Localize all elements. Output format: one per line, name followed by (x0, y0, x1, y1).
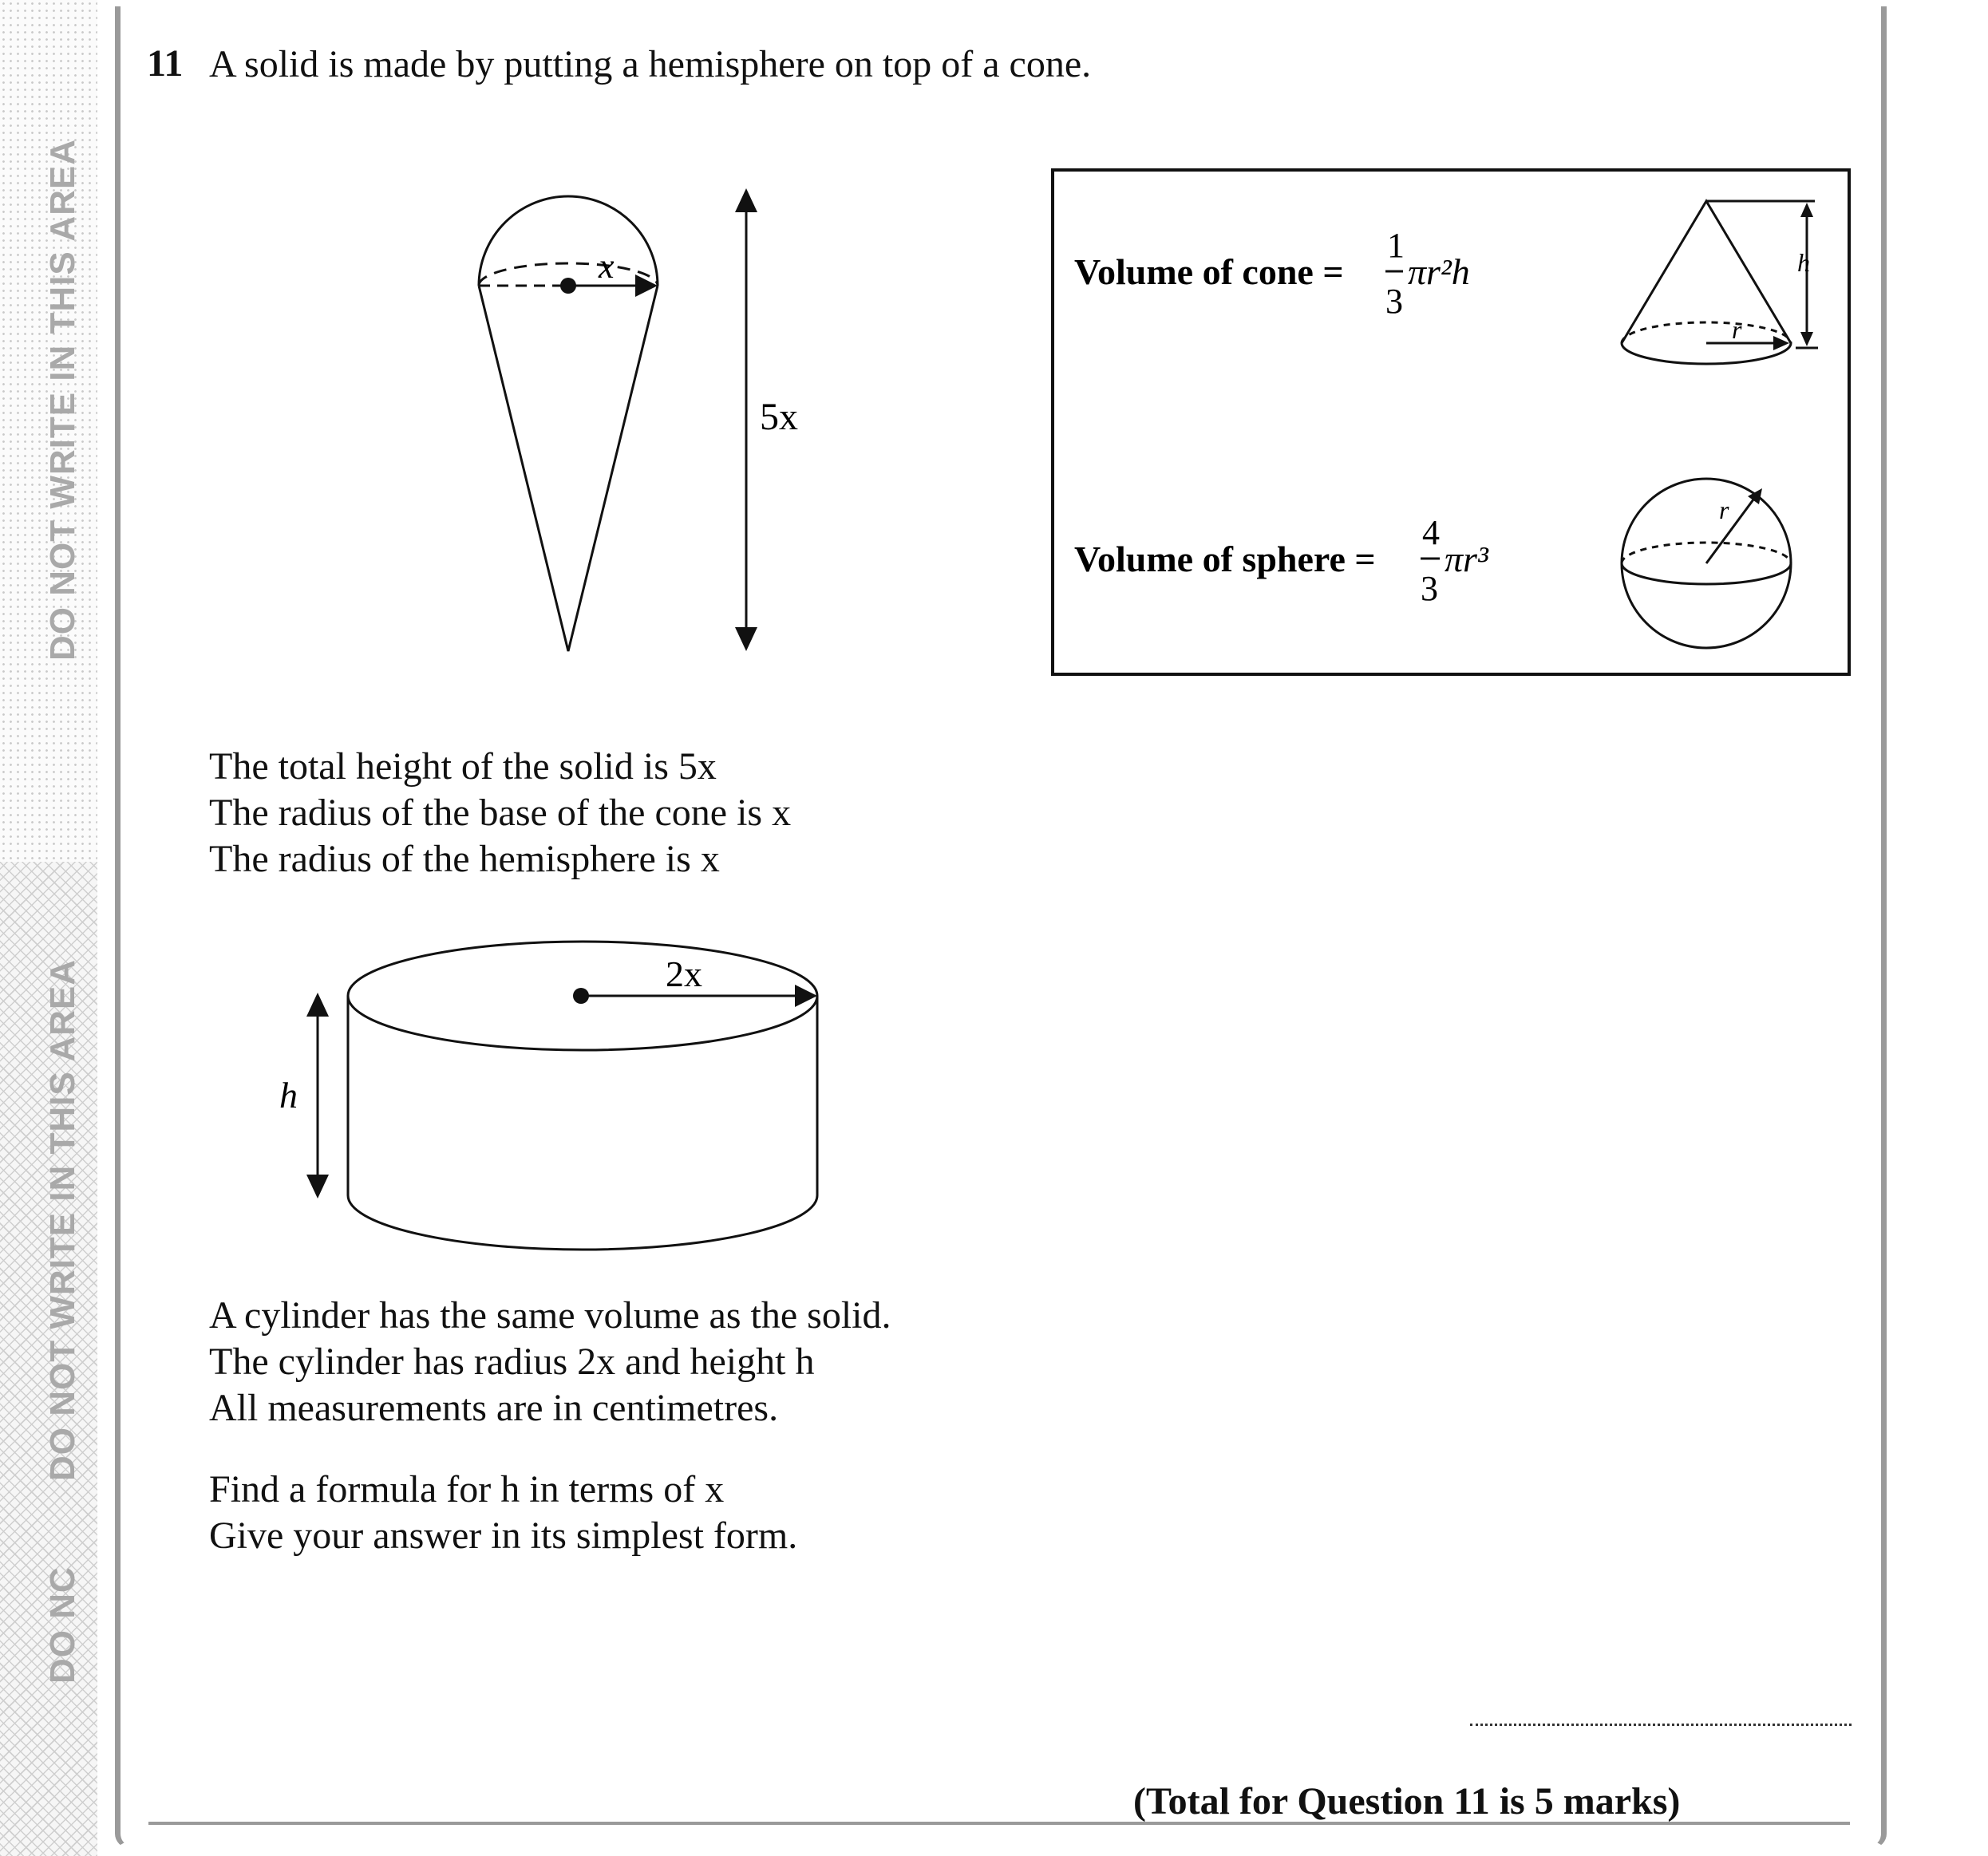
small-cone-h-label: h (1797, 248, 1810, 277)
do-not-write-margin (0, 0, 97, 1856)
cone-volume-label: Volume of cone = (1074, 251, 1344, 292)
small-cone-height-arrowhead-bottom (1800, 332, 1813, 346)
given-line: The radius of the base of the cone is x (209, 792, 792, 834)
margin-warning-label: DO NC (43, 1566, 82, 1684)
small-sphere-r-label: r (1719, 496, 1729, 524)
cylinder-height-arrowhead-top (306, 993, 329, 1017)
given-line: The total height of the solid is 5x (209, 745, 717, 788)
solid-diagram (447, 176, 830, 670)
given-facts (209, 744, 791, 883)
sphere-formula-rest: πr³ (1445, 539, 1488, 579)
height-label: 5x (760, 396, 798, 438)
margin-warning-label: DO NOT WRITE IN THIS AREA (43, 138, 82, 661)
question-stem: A solid is made by putting a hemisphere on top of a cone. (209, 43, 1092, 85)
radius-label: x (599, 247, 615, 286)
height-arrowhead-top (735, 188, 757, 212)
task-instructions (209, 1467, 797, 1559)
given-line: The radius of the hemisphere is x (209, 838, 720, 880)
cylinder-diagram (263, 926, 838, 1261)
cylinder-bottom (348, 1195, 817, 1250)
cylinder-fact-line: A cylinder has the same volume as the solid. (209, 1294, 891, 1337)
question-number: 11 (147, 42, 184, 85)
cylinder-centre-dot (573, 988, 589, 1004)
hemisphere-outline (479, 196, 658, 286)
sphere-volume-label: Volume of sphere = (1074, 539, 1376, 579)
hemisphere-centre-dot (560, 278, 576, 294)
cylinder-height-label: h (279, 1075, 298, 1116)
small-cone-diagram (1622, 201, 1818, 364)
height-arrowhead-bottom (735, 627, 757, 651)
margin-warning-label: DO NOT WRITE IN THIS AREA (43, 958, 82, 1481)
cone-formula-rest: πr²h (1408, 251, 1470, 292)
cylinder-fact-line: The cylinder has radius 2x and height h (209, 1341, 815, 1383)
cylinder-height-arrowhead-bottom (306, 1175, 329, 1199)
task-line: Find a formula for h in terms of x (209, 1468, 725, 1510)
cylinder-facts (209, 1293, 891, 1431)
small-cone-r-label: r (1732, 315, 1742, 344)
small-cone-height-arrowhead-top (1800, 203, 1813, 217)
radius-arrowhead (635, 274, 658, 297)
sphere-fraction-numerator: 4 (1422, 513, 1440, 552)
task-line: Give your answer in its simplest form. (209, 1514, 798, 1557)
total-marks: (Total for Question 11 is 5 marks) (1133, 1780, 1681, 1822)
sphere-fraction-denominator: 3 (1421, 569, 1438, 608)
cone-outline (479, 286, 658, 651)
formula-box-border (1053, 170, 1849, 674)
answer-line[interactable] (1470, 1724, 1852, 1726)
cone-fraction-numerator: 1 (1387, 226, 1405, 265)
formula-box (1050, 168, 1855, 678)
cylinder-radius-label: 2x (666, 954, 702, 994)
small-sphere-diagram (1622, 479, 1791, 648)
cylinder-fact-line: All measurements are in centimetres. (209, 1387, 779, 1429)
cone-fraction-denominator: 3 (1385, 282, 1403, 321)
